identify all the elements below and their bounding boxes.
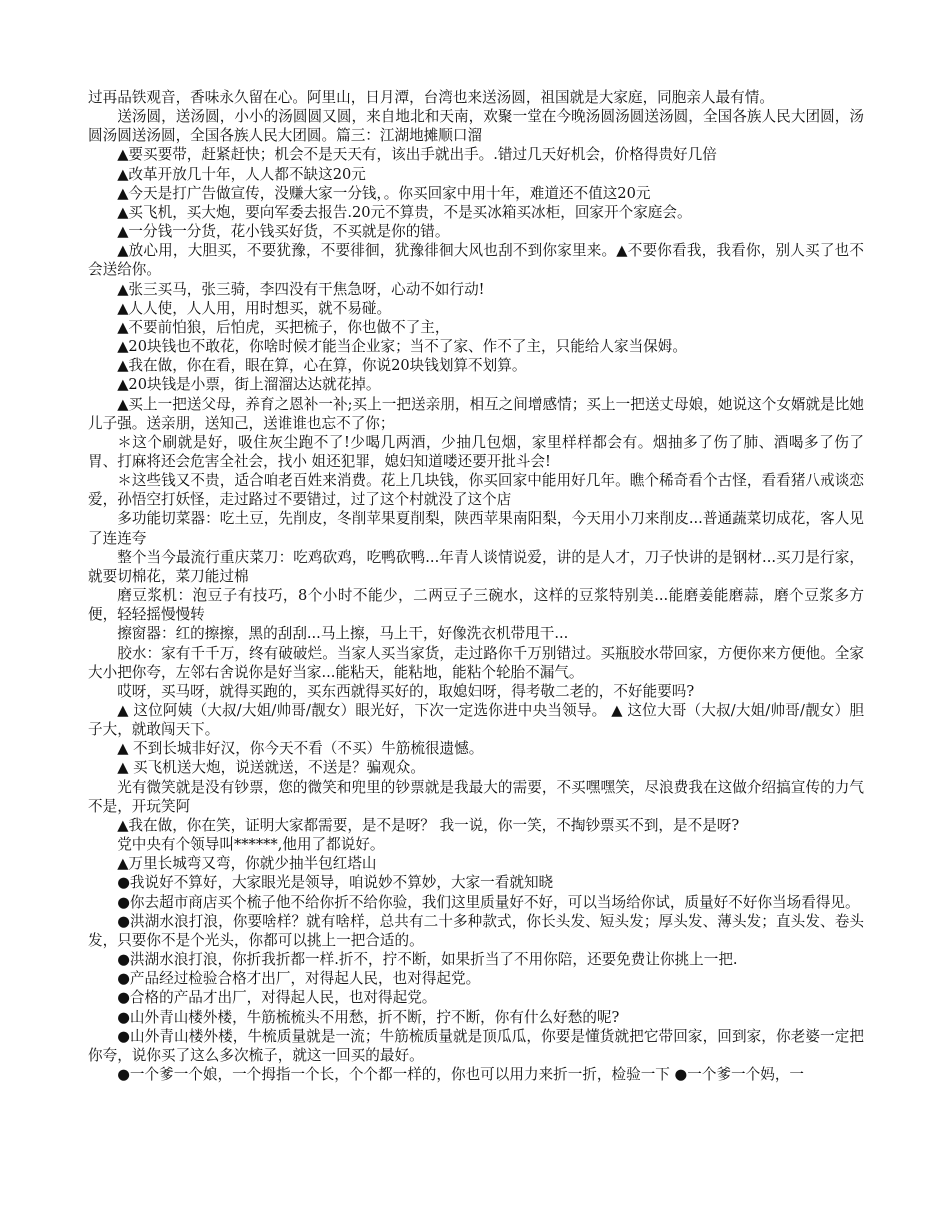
paragraph: ●我说好不算好，大家眼光是领导，咱说妙不算妙，大家一看就知晓 <box>117 874 554 892</box>
paragraph: ●你去超市商店买个梳子他不给你折不给你验，我们这里质量好不好，可以当场给你试，质量好不好你当场看得见。 <box>117 893 860 911</box>
paragraph: 多功能切菜器：吃土豆，先削皮，冬削苹果夏削梨，陕西苹果南阳梨，今天用小刀来削皮...普通蔬菜切成花，客人见了连连夸 <box>88 510 864 547</box>
paragraph: ▲改革开放几十年，人人都不缺这20元 <box>117 165 366 183</box>
paragraph: 哎呀，买马呀，就得买跑的，买东西就得买好的，取媳妇呀，得考敬二老的，不好能要吗? <box>117 682 695 700</box>
paragraph: 过再品铁观音，香味永久留在心。阿里山，日月潭，台湾也来送汤圆，祖国就是大家庭，同胞亲人最有情。 <box>88 89 774 106</box>
paragraph: 送汤圆，送汤圆，小小的汤圆圆又圆，来自地北和天南，欢聚一堂在今晚汤圆汤圆送汤圆，全国各族人民大团圆，汤圆汤圆送汤圆，全国各族人民大团圆。篇三：江湖地摊顺口溜 <box>88 108 864 145</box>
paragraph: ●洪湖水浪打浪，你折我折都一样.折不，拧不断，如果折当了不用你陪，还要免费让你挑上一把. <box>117 951 738 969</box>
paragraph: ●一个爹一个娘，一个拇指一个长，个个都一样的，你也可以用力来折一折，检验一下 ●一个爹一个妈，一 <box>117 1065 805 1083</box>
paragraph: ●产品经过检验合格才出厂，对得起人民，也对得起党。 <box>117 970 481 988</box>
paragraph: ＊这些钱又不贵，适合咱老百姓来消费。花上几块钱，你买回家中能用好几年。瞧个稀奇看个古怪，看看猪八戒谈恋爱，孙悟空打妖怪，走过路过不要错过，过了这个村就没了这个店 <box>88 472 864 509</box>
paragraph: ●山外青山楼外楼，牛梳质量就是一流；牛筋梳质量就是顶瓜瓜，你要是懂货就把它带回家，回到家，你老婆一定把你夸，说你买了这么多次梳子，就这一回买的最好。 <box>88 1027 864 1064</box>
paragraph: ▲万里长城弯又弯，你就少抽半包红塔山 <box>117 855 377 873</box>
paragraph: ▲买飞机，买大炮，要向军委去报告.20元不算贵，不是买冰箱买冰柜，回家开个家庭会。 <box>117 203 692 221</box>
paragraph: ▲买上一把送父母，养育之恩补一补;买上一把送亲朋，相互之间增感情；买上一把送丈母娘，她说这个女婿就是比她儿子强。送亲朋，送知己，送谁谁也忘不了你； <box>88 395 864 432</box>
paragraph: ▲我在做，你在笑，证明大家都需要，是不是呀？ 我一说，你一笑，不掏钞票买不到，是不是呀? <box>117 816 740 834</box>
paragraph: ▲20块钱也不敢花，你啥时候才能当企业家；当不了家、作不了主，只能给人家当保姆。 <box>117 338 687 356</box>
paragraph: ●洪湖水浪打浪，你要啥样？就有啥样，总共有二十多种款式，你长头发、短头发；厚头发、薄头发；直头发、卷头发，只要你不是个光头，你都可以挑上一把合适的。 <box>88 912 864 949</box>
paragraph: ▲20块钱是小票，街上溜溜达达就花掉。 <box>117 376 381 394</box>
paragraph: ▲放心用，大胆买，不要犹豫，不要徘徊，犹豫徘徊大风也刮不到你家里来。▲不要你看我，我看你，别人买了也不会送给你。 <box>88 242 864 279</box>
paragraph: ▲我在做，你在看，眼在算，心在算，你说20块钱划算不划算。 <box>117 357 527 375</box>
paragraph: ＊这个刷就是好，吸住灰尘跑不了!少喝几两酒，少抽几包烟，家里样样都会有。烟抽多了伤了肺、酒喝多了伤了胃、打麻将还会危害全社会，找小 姐还犯罪，媳妇知道喽还要开批斗会! <box>88 433 864 470</box>
paragraph: ●合格的产品才出厂，对得起人民，也对得起党。 <box>117 989 437 1007</box>
document-body <box>88 88 864 1084</box>
paragraph: ▲一分钱一分货，花小钱买好货，不买就是你的错。 <box>117 223 450 241</box>
paragraph: 擦窗器：红的擦擦，黑的刮刮...马上擦，马上干，好像洗衣机带甩干... <box>117 625 569 643</box>
paragraph: ▲ 这位阿姨（大叔/大姐/帅哥/靓女）眼光好，下次一定选你进中央当领导。 ▲ 这位大哥（大叔/大姐/帅哥/靓女）胆子大，就敢闯天下。 <box>88 702 864 739</box>
paragraph: 磨豆浆机：泡豆子有技巧，8个小时不能少，二两豆子三碗水，这样的豆浆特别美...能磨姜能磨蒜，磨个豆浆多方便，轻轻摇慢慢转 <box>88 587 864 624</box>
paragraph: ▲不要前怕狼，后怕虎，买把梳子，你也做不了主， <box>117 318 450 336</box>
paragraph: 胶水：家有千千万，终有破破烂。当家人买当家货，走过路你千万别错过。买瓶胶水带回家，方便你来方便他。全家大小把你夸，左邻右舍说你是好当家...能粘天，能粘地，能粘个轮胎不漏气。 <box>88 644 864 681</box>
paragraph: ●山外青山楼外楼，牛筋梳梳头不用愁，折不断，拧不断，你有什么好愁的呢? <box>117 1008 620 1026</box>
paragraph: ▲张三买马，张三骑，李四没有干焦急呀，心动不如行动! <box>117 280 485 298</box>
paragraph: ▲人人使，人人用，用时想买，就不易碰。 <box>117 299 392 317</box>
paragraph: ▲要买要带，赶紧赶快；机会不是天天有，该出手就出手。.错过几天好机会，价格得贵好几倍 <box>117 146 717 164</box>
paragraph: 党中央有个领导叫******,他用了都说好。 <box>117 836 385 854</box>
paragraph: 光有微笑就是没有钞票，您的微笑和兜里的钞票就是我最大的需要，不买嘿嘿笑，尽浪费我在这做介绍搞宣传的力气不是，开玩笑阿 <box>88 778 864 815</box>
paragraph: 整个当今最流行重庆菜刀：吃鸡砍鸡，吃鸭砍鸭...年青人谈情说爱，讲的是人才，刀子快讲的是钢材...买刀是行家，就要切棉花，菜刀能过棉 <box>88 548 864 585</box>
paragraph: ▲ 不到长城非好汉，你今天不看（不买）牛筋梳很遗憾。 <box>117 740 484 758</box>
paragraph: ▲今天是打广告做宣传，没赚大家一分钱，。你买回家中用十年，难道还不值这20元 <box>117 184 651 202</box>
paragraph: ▲ 买飞机送大炮，说送就送，不送是？骗观众。 <box>117 759 425 777</box>
